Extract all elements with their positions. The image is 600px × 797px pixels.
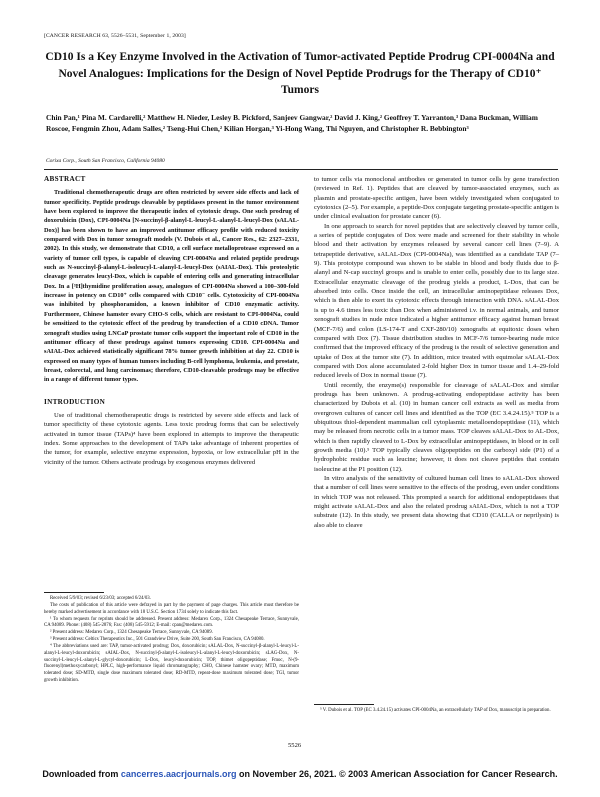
left-column [44,175,299,467]
footnotes [44,596,299,685]
introduction-text: Use of traditional chemotherapeutic drugs is restricted by severe side effects and lack of tumor specificity of these cytotoxic agents. Less toxic prodrug forms that can be selectively activated in tumor tissue (TAPs)⁴ have been explored in attempts to improve the therapeutic index. Some approaches to the development of TAPs take advantage of inherent properties of the tumor, for example, selective enzyme expression, hypoxia, or low extracellular pH in the vicinity of the tumor. Others activate prodrugs by exogenous enzymes delivered [44,411,299,466]
journal-link[interactable]: cancerres.aacrjournals.org [120,769,237,779]
introduction-heading: INTRODUCTION [44,397,106,406]
journal-reference: [CANCER RESEARCH 63, 5526–5531, September 1, 2003] [44,33,186,39]
right-paragraph-4: In vitro analysis of the sensitivity of cultured human cell lines to sALAL-Dox showed that a number of cell lines were sensitive to the effects of the prodrug, even under conditions in which TOP was not released. This prompted a search for additional endopeptidases that might activate sALAL-Dox and also the related prodrug sAIAL-Dox, which is not a TOP substrate (12). In this study, we present data showing that CD10 (CALLA or neprilysin) is also able to cleave [314,475,559,529]
footnote-1: ¹ To whom requests for reprints should be addressed. Present address: Medarex Corp., 1324 Chesapeake Terrace, Sunnyvale, CA 94089. Phone: (408) 545-2876; Fax: (408) 545-5912; E-mail: cpan@medarex.com. [44,616,299,629]
footnote-divider-right [314,704,374,705]
header-divider [44,169,558,170]
footnote-costs: The costs of publication of this article were defrayed in part by the payment of page charges. This article must therefore be hereby marked advertisement in accordance with 18 U.S.C. Section 1734 solely to indicate this fact. [44,602,299,615]
page-number: 5526 [288,742,302,749]
abstract-text: Traditional chemotherapeutic drugs are often restricted by severe side effects and lack of tumor specificity. Peptide prodrugs cleavable by peptidases present in the tumor environment have been explored to improve the therapeutic index of cytotoxic drugs. One such prodrug of doxorubicin (Dox), CPI-0004Na [N-succinyl-β-alanyl-L-leucyl-L-alanyl-L-leucyl-Dox (sALAL-Dox)] has been shown to have an improved antitumor efficacy profile with reduced toxicity compared with Dox in tumor xenograft models (V. Dubois et al., Cancer Res., 62: 2327–2331, 2002). In this study, we demonstrate that CD10, a cell surface metalloprotease expressed on a variety of tumor cell types, is capable of cleaving CPI-0004Na and related peptide prodrugs such as N-succinyl-β-alanyl-L-isoleucyl-L-alanyl-L-leucyl-Dox (sAIAL-Dox). This proteolytic cleavage generates leucyl-Dox, which is capable of entering cells and generating intracellular Dox. In a [³H]thymidine proliferation assay, analogues of CPI-0004Na showed a 100–300-fold increase in potency on CD10⁺ cells compared with CD10⁻ cells. Cytotoxicity of CPI-0004Na was inhibited by phosphoramidon, a known inhibitor of CD10 enzymatic activity. Furthermore, Chinese hamster ovary CHO-S cells, which are resistant to CPI-0004Na, could be sensitized to the cytotoxic effect of the prodrug by transfection of a CD10 cDNA. Tumor xenograft studies using LNCaP prostate tumor cells support the important role of CD10 in the antitumor efficacy of these prodrugs against tumors expressing CD10. CPI-0004Na and sAIAL-Dox achieved statistically significant 78% tumor growth inhibition at day 22. CD10 is expressed on many types of human tumors including B-cell lymphoma, leukemia, and prostate, breast, colorectal, and lung carcinomas; therefore, CD10-cleavable prodrugs may be effective in a range of different tumor types. [44,189,299,384]
author-affiliation: Corixa Corp., South San Francisco, California 94080 [46,158,165,164]
download-footer [40,769,560,780]
footnote-3: ³ Present address: Celtics Therapeutics Inc., 501 Grandview Drive, Suite 200, South San Francisco, CA 94080. [50,637,265,643]
author-list: Chin Pan,¹ Pina M. Cardarelli,² Matthew H. Nieder, Lesley B. Pickford, Sanjeev Gangwar,² David J. King,² Geoffrey T. Yarranton,³ Dana Buckman, William Roscoe, Fengmin Zhou, Adam Salles,² Tseng-Hui Chen,² Kilian Horgan,³ Yi-Hong Wang, Thi Nguyen, and Christopher R. Bebbington³ [46,113,538,133]
article-title: CD10 Is a Key Enzyme Involved in the Activation of Tumor-activated Peptide Prodrug CPI-0004Na and Novel Analogues: Implications for the Design of Novel Peptide Prodrugs for the Therapy of CD10⁺ Tumors [45,51,555,96]
footnote-received: Received 5/9/03; revised 6/23/03; accepted 6/24/03. [50,596,151,601]
footnote-4: ⁴ The abbreviations used are: TAP, tumor-activated prodrug; Dox, doxorubicin; sALAL-Dox, N-succinyl-β-alanyl-L-leucyl-L-alanyl-L-leucyl-doxorubicin; sAIAL-Dox, N-succinyl-β-alanyl-L-isoleucyl-L-alanyl-L-leucyl-doxorubicin; sLAG-Dox, N-succinyl-L-leucyl-L-alanyl-L-glycyl-doxorubicin; L-Dox, leucyl-doxorubicin; TOP, thimet oligopeptidase; Fmoc, N-(9-fluorenyl)methoxycarbonyl; HPLC, high-performance liquid chromatography; CHO, Chinese hamster ovary; MTD, maximum tolerated dose; SD-MTD, single dose maximum tolerated dose; RD-MTD, repeat-dose maximum tolerated dose; TGI, tumor growth inhibition. [44,643,299,684]
footnote-5-text: ⁵ V. Dubois et al. TOP (EC 3.4.24.15) activates CPI-0004Na, an extracellularly TAP of Dox, manuscript in preparation. [320,708,551,713]
right-paragraph-2: In one approach to search for novel peptides that are selectively cleaved by tumor cells, a series of peptide conjugates of Dox were made and screened for their stability in whole blood and their activation by enzymes released by several cancer cell lines (7–9). A tetrapeptide derivative, sALAL-Dox (CPI-0004Na), was identified as a candidate TAP (7–9). This prototype compound was shown to be stable in blood and body fluids due to β-alanyl and N-cap succinyl groups and is unable to enter cells, possibly due to its large size. Extracellular enzymatic cleavage of the prodrug yields a product, L-Dox, that can be absorbed into cells. Once inside the cell, an intracellular aminopeptidase releases Dox, which is then able to exert its cytotoxic effects through interaction with DNA. sALAL-Dox is up to 4.6 times less toxic than Dox when administered i.v. in normal animals, and tumor xenograft studies in nude mice indicated a higher antitumor efficacy against human breast (MCF-7/6) and colon (LS-174-T and CXF-280/10) xenografts at equitoxic doses when compared with Dox (7). Tissue distribution studies in MCF-7/6 tumor-bearing nude mice confirmed that the improved efficacy of the prodrug is the result of selective generation and uptake of Dox at the tumor site (7). In addition, mice treated with equimolar sALAL-Dox compared with Dox alone accumulated 2-fold higher Dox in tumor tissue and 1.4–29-fold reduced levels of Dox in normal tissue (7). [314,222,559,380]
right-paragraph-1: to tumor cells via monoclonal antibodies or generated in tumor cells by gene transfection (reviewed in Ref. 1). Peptides that are cleaved by tumor-associated enzymes, such as plasmin and prostate-specific antigen, have been widely investigated when conjugated to cytotoxics (2–5). For example, a peptide-Dox conjugate targeting prostate-specific antigen is under clinical evaluation for prostate cancer (6). [314,176,559,221]
right-paragraph-3: Until recently, the enzyme(s) responsible for cleavage of sALAL-Dox and similar prodrugs has been unknown. A prodrug-activating endopeptidase activity has been characterized by Dubois et al. (10) in human cancer cell extracts as well as media from overgrown cultures of cancer cell lines and identified as the TOP (EC 3.4.24.15).⁵ TOP is a ubiquitous thiol-dependent mammalian cell cytoplasmic metalloendopeptidase (11), which may be released from necrotic cells in a tumor mass. TOP cleaves sALAL-Dox to AL-Dox, which is then rapidly cleaved to L-Dox by extracellular aminopeptidases, in blood or in cell growth media (10).⁵ TOP typically cleaves oligopeptides on the carboxyl side (P1) of a hydrophobic residue such as leucine; however, it does not cleave peptides that contain isoleucine at the P1 position (12). [314,381,559,473]
footnote-5 [314,708,559,715]
footnote-divider [44,592,104,593]
footer-prefix: Downloaded from [42,769,121,779]
abstract-heading: ABSTRACT [44,175,86,183]
footnote-2: ² Present address: Medarex Corp., 1324 Chesapeake Terrace, Sunnyvale, CA 94089. [50,630,213,636]
right-column [314,175,559,530]
footer-suffix: on November 26, 2021. © 2003 American Association for Cancer Research. [236,769,558,779]
